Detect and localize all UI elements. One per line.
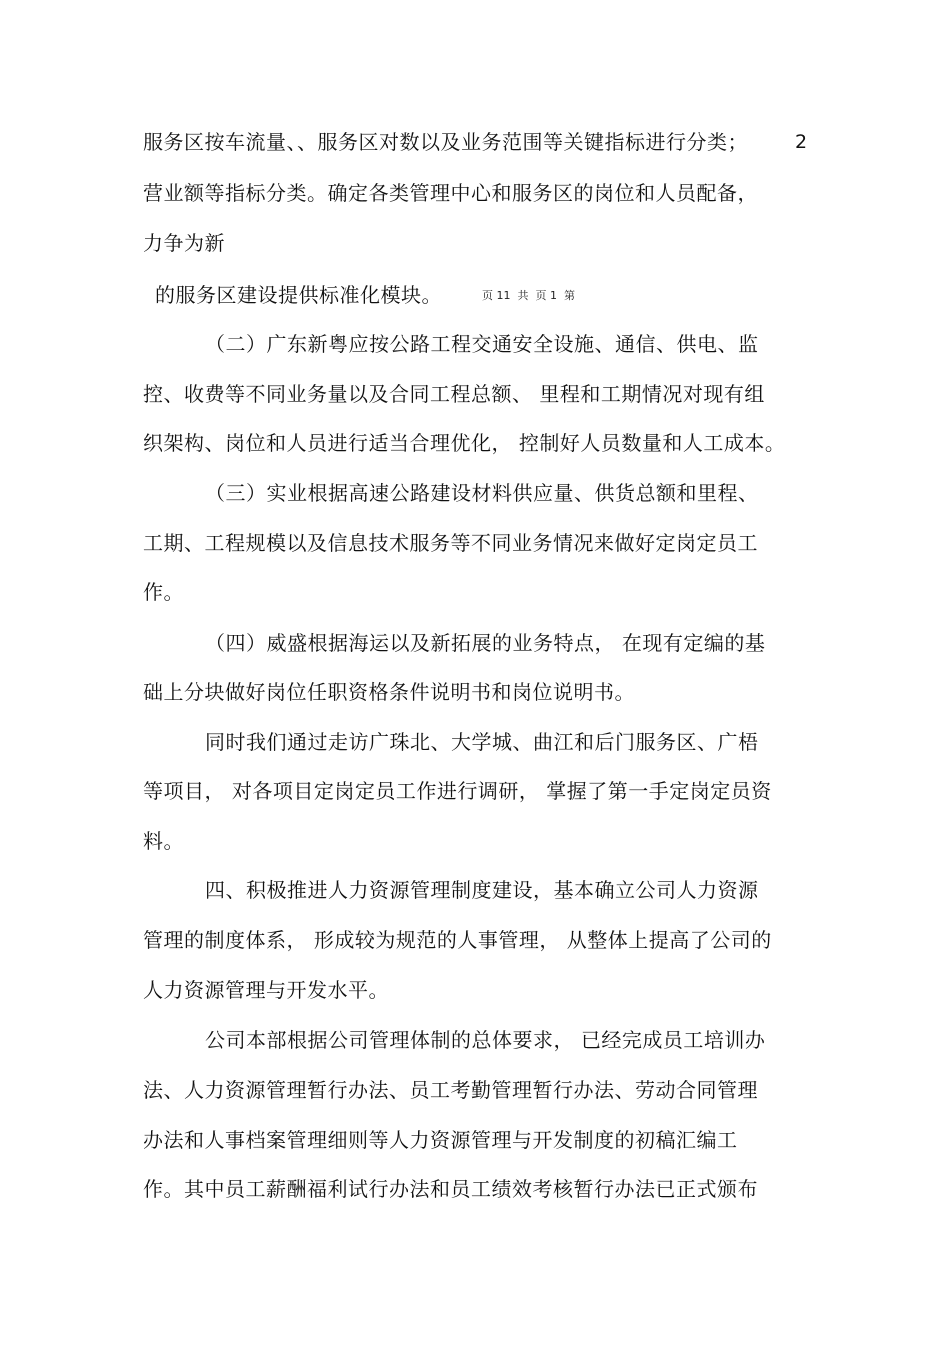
text-line: 四、积极推进人力资源管理制度建设，基本确立公司人力资源 [205,878,759,902]
text-line: 服务区按车流量、、服务区对数以及业务范围等关键指标进行分类； [143,130,748,154]
text-line: 作。其中员工薪酬福利试行办法和员工绩效考核暂行办法已正式颁布 [143,1177,758,1201]
text-line: 人力资源管理与开发水平。 [143,978,389,1002]
text-line: 同时我们通过走访广珠北、大学城、曲江和后门服务区、广梧 [205,730,759,754]
text-line: （三）实业根据高速公路建设材料供应量、供货总额和里程、 [205,481,759,505]
text-line: 础上分块做好岗位任职资格条件说明书和岗位说明书。 [143,680,635,704]
text-line: 控、收费等不同业务量以及合同工程总额、 里程和工期情况对现有组 [143,382,765,406]
text-line: 织架构、岗位和人员进行适当合理优化， 控制好人员数量和人工成本。 [143,431,786,455]
text-line: 法、人力资源管理暂行办法、员工考勤管理暂行办法、劳动合同管理 [143,1078,758,1102]
text-line: 营业额等指标分类。确定各类管理中心和服务区的岗位和人员配备， [143,181,758,205]
text-line: 公司本部根据公司管理体制的总体要求， 已经完成员工培训办 [205,1028,766,1052]
text-line: 工期、工程规模以及信息技术服务等不同业务情况来做好定岗定员工 [143,531,758,555]
page-number: 2 [795,131,808,153]
page-footer-mark: 页 11 共 页 1 第 [482,289,575,302]
text-line: 管理的制度体系， 形成较为规范的人事管理， 从整体上提高了公司的 [143,928,772,952]
text-line: （二）广东新粤应按公路工程交通安全设施、通信、供电、监 [205,332,759,356]
text-line: 等项目， 对各项目定岗定员工作进行调研， 掌握了第一手定岗定员资 [143,779,772,803]
text-line: 办法和人事档案管理细则等人力资源管理与开发制度的初稿汇编工 [143,1128,738,1152]
text-line: 作。 [143,580,184,604]
text-line: 力争为新 [143,231,225,255]
text-line: （四）威盛根据海运以及新拓展的业务特点， 在现有定编的基 [205,631,766,655]
text-line: 的服务区建设提供标准化模块。 [155,283,442,307]
text-line: 料。 [143,829,184,853]
